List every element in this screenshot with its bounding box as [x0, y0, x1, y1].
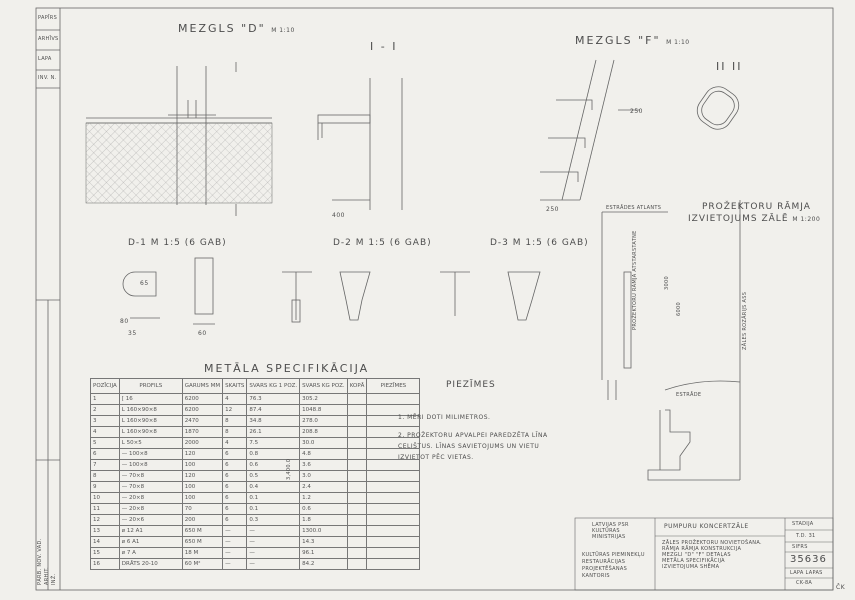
spec-cell	[347, 559, 367, 570]
spec-cell: 34.8	[247, 416, 300, 427]
spec-cell: 2	[91, 405, 120, 416]
spec-cell: 0.3	[247, 515, 300, 526]
spec-row	[91, 548, 420, 559]
spec-cell: ø 6 A1	[119, 537, 182, 548]
stamp-desc-line: RĀMJA RĀMJA KONSTRUKCIJA	[662, 546, 742, 552]
spec-cell: 1300.0	[300, 526, 348, 537]
spec-row	[91, 405, 420, 416]
frame-label-estrade: ESTRĀDE	[676, 392, 702, 398]
spec-cell: 305.2	[300, 394, 348, 405]
margin-box-label: PAPĪRS	[38, 15, 58, 21]
stamp-stage-value: T.D. 31	[796, 533, 816, 539]
spec-row	[91, 537, 420, 548]
spec-row	[91, 427, 420, 438]
spec-body	[91, 394, 420, 570]
spec-cell: 18 M	[182, 548, 222, 559]
node-f-title: MEZGLS "F" M 1:10	[575, 34, 690, 47]
spec-row	[91, 394, 420, 405]
spec-cell: 1	[91, 394, 120, 405]
frame-dim-2: 6000	[676, 302, 682, 316]
margin-box-label: INV. N.	[38, 75, 57, 81]
section-2-drawing	[692, 81, 744, 134]
spec-cell: —	[247, 537, 300, 548]
spec-cell: 208.8	[300, 427, 348, 438]
spec-cell: 6	[223, 449, 247, 460]
spec-header-cell: SVARS KG 1 POZ.	[247, 379, 300, 394]
spec-cell	[347, 493, 367, 504]
spec-header-cell: KOPĀ	[347, 379, 367, 394]
spec-cell: —	[223, 526, 247, 537]
spec-cell: 70	[182, 504, 222, 515]
spec-cell: 2.4	[300, 482, 348, 493]
spec-cell: 0.5	[247, 471, 300, 482]
spec-cell	[367, 559, 420, 570]
spec-cell: 87.4	[247, 405, 300, 416]
spec-cell: 650 M	[182, 537, 222, 548]
spec-total: 3,400.0	[286, 458, 292, 480]
spec-header-cell: POZĪCIJA	[91, 379, 120, 394]
spec-cell: 15	[91, 548, 120, 559]
stamp-desc-line: METĀLA SPECIFIKĀCIJA	[662, 558, 725, 564]
section-1-title: I - I	[370, 40, 398, 53]
dim-label: 250	[630, 108, 643, 115]
spec-cell: L 50×5	[119, 438, 182, 449]
spec-cell: 12	[91, 515, 120, 526]
spec-cell: — 20×8	[119, 504, 182, 515]
spec-row	[91, 416, 420, 427]
spec-cell	[367, 537, 420, 548]
spec-cell: 30.0	[300, 438, 348, 449]
frame-layout-subtitle: IZVIETOJUMS ZĀLĒ M 1:200	[688, 214, 821, 224]
spec-cell: 0.8	[247, 449, 300, 460]
spec-cell: 16	[91, 559, 120, 570]
stamp-project: PUMPURU KONCERTZĀLE	[664, 523, 749, 530]
spec-cell	[367, 482, 420, 493]
spec-cell: 120	[182, 471, 222, 482]
spec-row	[91, 438, 420, 449]
frame-label-v1: PROŽEKTORU RĀMJA ATSTARSTATNE	[632, 230, 638, 330]
spec-cell: 278.0	[300, 416, 348, 427]
note-item: 2. PROŽEKTORU APVALPEI PAREDZĒTA LĪNA CELIŠTUS. LĪNAS SAVIETOJUMS UN VIETU IZVIETOT PĒC VIETAS.	[398, 432, 548, 461]
margin-box-label: ARHĪVS	[38, 36, 59, 42]
stamp-org2: KULTŪRAS PIEMINEKĻU RESTAURĀCIJAS PROJEKTĒŠANAS KANTORIS	[582, 552, 645, 579]
spec-cell	[367, 548, 420, 559]
spec-row	[91, 504, 420, 515]
spec-cell: 0.1	[247, 504, 300, 515]
spec-cell: 4.8	[300, 449, 348, 460]
spec-cell: 84.2	[300, 559, 348, 570]
spec-table	[90, 378, 420, 570]
frame-label-top: ESTRĀDES ATLANTS	[606, 205, 662, 211]
stamp-sheet-label: LAPA LAPAS	[790, 570, 823, 576]
spec-row	[91, 493, 420, 504]
spec-row	[91, 559, 420, 570]
spec-cell	[367, 394, 420, 405]
stamp-org1: LATVIJAS PSR KULTŪRAS MINISTRIJAS	[592, 522, 629, 540]
section-1-drawing	[318, 78, 402, 210]
spec-cell: 26.1	[247, 427, 300, 438]
detail-d2-title: D-2 M 1:5 (6 GAB)	[333, 238, 432, 248]
spec-cell: 4	[223, 438, 247, 449]
spec-cell: — 70×8	[119, 482, 182, 493]
stamp-description	[662, 540, 782, 570]
spec-cell: 1.8	[300, 515, 348, 526]
spec-row	[91, 515, 420, 526]
spec-row	[91, 449, 420, 460]
spec-cell: 4	[91, 427, 120, 438]
spec-cell: 100	[182, 460, 222, 471]
spec-cell: 6	[223, 493, 247, 504]
spec-cell: —	[223, 537, 247, 548]
spec-cell: — 20×6	[119, 515, 182, 526]
margin-rotated-label: INŽ.	[51, 573, 57, 585]
spec-cell: — 100×8	[119, 449, 182, 460]
spec-row	[91, 471, 420, 482]
dim-label: 80	[120, 318, 129, 325]
spec-header-cell: PROFILS	[119, 379, 182, 394]
spec-cell: L 160×90×8	[119, 405, 182, 416]
spec-cell: 9	[91, 482, 120, 493]
spec-header-row	[91, 379, 420, 394]
spec-title: METĀLA SPECIFIKĀCIJA	[204, 362, 370, 375]
spec-cell: 6	[223, 482, 247, 493]
spec-cell: 1870	[182, 427, 222, 438]
margin-rotated-label: PĀRB. NOV. VAD.	[37, 538, 43, 585]
spec-cell	[347, 460, 367, 471]
spec-cell	[347, 548, 367, 559]
spec-cell: 14	[91, 537, 120, 548]
spec-row	[91, 526, 420, 537]
spec-header-cell: SKAITS	[223, 379, 247, 394]
spec-cell	[347, 405, 367, 416]
spec-cell: [ 16	[119, 394, 182, 405]
detail-d2-drawing	[282, 272, 370, 322]
spec-cell	[347, 394, 367, 405]
spec-cell: 6	[91, 449, 120, 460]
margin-box-label: LAPA	[38, 56, 52, 62]
spec-cell	[347, 537, 367, 548]
spec-cell: 6	[223, 460, 247, 471]
spec-cell: 6	[223, 504, 247, 515]
corner-mark: ČK	[836, 584, 846, 591]
spec-cell: 6200	[182, 405, 222, 416]
spec-cell: —	[247, 559, 300, 570]
spec-cell: 100	[182, 482, 222, 493]
stamp-number: 35636	[790, 554, 827, 565]
spec-row	[91, 482, 420, 493]
spec-cell: 7.5	[247, 438, 300, 449]
dim-label: 400	[332, 212, 345, 219]
spec-cell: 3	[91, 416, 120, 427]
spec-cell: 60 M²	[182, 559, 222, 570]
detail-d1-title: D-1 M 1:5 (6 GAB)	[128, 238, 227, 248]
spec-cell: 200	[182, 515, 222, 526]
spec-cell: ø 7 A	[119, 548, 182, 559]
spec-cell	[347, 471, 367, 482]
spec-cell: —	[247, 526, 300, 537]
spec-cell	[347, 526, 367, 537]
spec-cell: 11	[91, 504, 120, 515]
spec-cell	[367, 493, 420, 504]
spec-cell	[367, 471, 420, 482]
spec-cell	[367, 504, 420, 515]
spec-cell: 8	[91, 471, 120, 482]
spec-cell	[347, 438, 367, 449]
dim-label: 65	[140, 280, 149, 287]
spec-cell: L 160×90×8	[119, 427, 182, 438]
dim-label: 35	[128, 330, 137, 337]
spec-cell: —	[223, 548, 247, 559]
spec-cell: 96.1	[300, 548, 348, 559]
spec-cell	[347, 416, 367, 427]
stamp-desc-line: MEZGLI "D" "F" DETAĻAS	[662, 552, 731, 558]
spec-cell: 2000	[182, 438, 222, 449]
spec-cell: 0.4	[247, 482, 300, 493]
spec-cell	[367, 515, 420, 526]
spec-cell: —	[247, 548, 300, 559]
spec-cell: 0.1	[247, 493, 300, 504]
spec-cell: 100	[182, 493, 222, 504]
spec-cell: 1.2	[300, 493, 348, 504]
spec-header-cell: SVARS KG POZ.	[300, 379, 348, 394]
spec-cell	[347, 427, 367, 438]
spec-cell: 12	[223, 405, 247, 416]
spec-cell: 7	[91, 460, 120, 471]
spec-cell: 10	[91, 493, 120, 504]
spec-cell: 0.6	[247, 460, 300, 471]
spec-cell: 3.0	[300, 471, 348, 482]
spec-header-cell: PIEZĪMES	[367, 379, 420, 394]
spec-cell: — 20×8	[119, 493, 182, 504]
spec-cell: 8	[223, 416, 247, 427]
spec-cell	[367, 526, 420, 537]
spec-row	[91, 460, 420, 471]
section-2-title: II II	[716, 60, 743, 73]
spec-cell: 0.6	[300, 504, 348, 515]
frame-layout-title: PROŽEKTORU RĀMJA	[702, 202, 811, 212]
dim-label: 250	[546, 206, 559, 213]
frame-label-v2: ZĀLES ROZĀRIJS ASS	[742, 291, 748, 350]
spec-cell: — 70×8	[119, 471, 182, 482]
spec-cell: 76.3	[247, 394, 300, 405]
frame-dim-1: 3000	[664, 276, 670, 290]
notes-title: PIEZĪMES	[446, 380, 496, 390]
spec-cell: L 160×90×8	[119, 416, 182, 427]
detail-d3-drawing	[440, 272, 540, 320]
spec-cell: 5	[91, 438, 120, 449]
stamp-desc-line: ZĀLES PROŽEKTORU NOVIETOŠANA.	[662, 540, 762, 546]
spec-cell: 2470	[182, 416, 222, 427]
spec-cell	[347, 515, 367, 526]
spec-cell: 6	[223, 515, 247, 526]
spec-cell	[347, 482, 367, 493]
stamp-stage-label: STADIJA	[792, 521, 814, 527]
spec-cell	[347, 504, 367, 515]
frame-layout-drawing	[602, 200, 740, 480]
spec-cell: 13	[91, 526, 120, 537]
spec-cell: 6	[223, 471, 247, 482]
spec-cell: DRĀTS 20-10	[119, 559, 182, 570]
spec-cell: 6200	[182, 394, 222, 405]
stamp-sheets-label: SIFRS	[792, 544, 808, 550]
spec-cell: 8	[223, 427, 247, 438]
spec-cell: 650 M	[182, 526, 222, 537]
note-item: 1. MĒRI DOTI MILIMETROS.	[398, 414, 491, 421]
stamp-desc-line: IZVIETOJUMA SHĒMA	[662, 564, 720, 570]
spec-cell: 4	[223, 394, 247, 405]
spec-cell: 14.3	[300, 537, 348, 548]
spec-cell: — 100×8	[119, 460, 182, 471]
node-d-title: MEZGLS "D" M 1:10	[178, 22, 295, 35]
margin-rotated-label: ARHIT.	[44, 567, 50, 585]
node-f-drawing	[540, 60, 640, 200]
spec-cell: 3.6	[300, 460, 348, 471]
spec-cell: 1048.8	[300, 405, 348, 416]
spec-cell: —	[223, 559, 247, 570]
detail-d1-drawing	[123, 258, 215, 324]
spec-cell: ø 12 A1	[119, 526, 182, 537]
spec-header-cell: GARUMS MM	[182, 379, 222, 394]
spec-cell	[347, 449, 367, 460]
dim-label: 60	[198, 330, 207, 337]
stamp-sheet-value: CK-8A	[796, 580, 813, 586]
spec-cell: 120	[182, 449, 222, 460]
detail-d3-title: D-3 M 1:5 (6 GAB)	[490, 238, 589, 248]
